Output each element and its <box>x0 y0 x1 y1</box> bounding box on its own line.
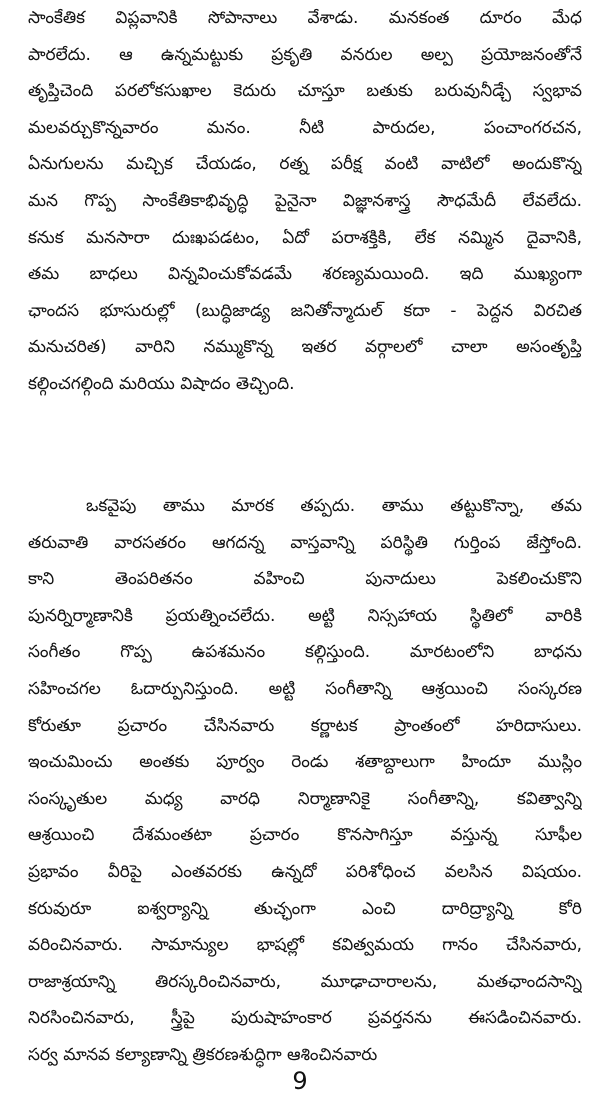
text-line: కాని తెంపరితనం వహించి పునాదులు పెకలించుకొని <box>28 569 582 590</box>
text-line: సాంకేతిక విప్లవానికి సోపానాలు వేశాడు. మనకంత దూరం మేధ <box>28 8 582 28</box>
text-line: నిరసించినవారు, స్త్రీపై పురుషాహంకార ప్రవర్తనను ఈసడించినవారు. <box>28 1008 582 1029</box>
text-line: తమ బాధలు విన్నవించుకోవడమే శరణ్యమయింది. ఇది ముఖ్యంగా <box>28 264 582 285</box>
text-line: సంగీతం గొప్ప ఉపశమనం కల్గిస్తుంది. మారటంలోని బాధను <box>28 642 582 663</box>
text-line: మన గొప్ప సాంకేతికాభివృద్ధి పైనైనా విజ్ఞానశాస్త్ర సౌధమేదీ లేవలేదు. <box>28 190 582 211</box>
text-line: కరువురూ ఐశ్వర్యాన్ని తుచ్ఛంగా ఎంచి దారిద్ర్యాన్ని కోరి <box>28 898 582 919</box>
text-line: ఇంచుమించు అంతకు పూర్వం రెండు శతాబ్దాలుగా హిందూ ముస్లిం <box>28 752 582 773</box>
text-line: ఒకవైపు తాము మారక తప్పదు. తాము తట్టుకొన్నా, తమ <box>86 496 582 516</box>
text-line: కల్గించగల్గింది మరియు విషాదం తెచ్చింది. <box>28 373 295 394</box>
paragraph-2 <box>28 488 582 1074</box>
text-line: ప్రభావం వీరిపై ఎంతవరకు ఉన్నదో పరిశోధించ వలసిన విషయం. <box>28 861 582 882</box>
text-line: ఆశ్రయించి దేశమంతటా ప్రచారం కొనసాగిస్తూ వస్తున్న సూఫీల <box>28 825 582 846</box>
text-line: ఛాందస భూసురుల్లో (బుద్ధిజాడ్య జనితోన్మాదుల్ కదా - పెద్దన విరచిత <box>28 300 582 321</box>
text-line: ఏనుగులను మచ్చిక చేయడం, రత్న పరీక్ష వంటి వాటిలో అందుకొన్న <box>28 154 582 175</box>
text-line: సహించగల ఓదార్పునిస్తుంది. అట్టి సంగీతాన్ని ఆశ్రయించి సంస్కరణ <box>28 678 582 699</box>
text-line: తరువాతి వారసతరం ఆగదన్న వాస్తవాన్ని పరిస్థితి గుర్తింప జేస్తోంది. <box>28 532 582 553</box>
text-line: పునర్నిర్మాణానికి ప్రయత్నించలేదు. అట్టి నిస్సహాయ స్థితిలో వారికి <box>28 605 582 626</box>
text-line: వరించినవారు. సామాన్యుల భాషల్లో కవిత్వమయ గానం చేసినవారు, <box>28 935 582 956</box>
text-line: సర్వ మానవ కల్యాణాన్ని త్రికరణశుద్ధిగా ఆశించినవారు <box>28 1044 378 1065</box>
text-line: కోరుతూ ప్రచారం చేసినవారు కర్ణాటక ప్రాంతంలో హరిదాసులు. <box>28 715 582 736</box>
text-line: కనుక మనసారా దుఃఖపడటం, ఏదో పరాశక్తికి, లేక నమ్మిన దైవానికి, <box>28 227 582 248</box>
text-line: మనుచరిత) వారిని నమ్ముకొన్న ఇతర వర్గాలలో చాలా అసంతృప్తి <box>28 337 582 358</box>
text-line: సంస్కృతుల మధ్య వారధి నిర్మాణానికై సంగీతాన్ని, కవిత్వాన్ని <box>28 788 582 809</box>
page-number: 9 <box>292 1067 308 1095</box>
text-line: తృప్తిచెంది పరలోకసుఖాల కెదురు చూస్తూ బతుకు బరువునీడ్చే స్వభావ <box>28 81 582 102</box>
text-line: మలవర్చుకొన్నవారం మనం. నీటి పారుదల, పంచాంగరచన, <box>28 117 582 138</box>
text-line: పారలేదు. ఆ ఉన్నమట్టుకు ప్రకృతి వనరుల అల్ప ప్రయోజనంతోనే <box>28 44 582 65</box>
paragraph-1 <box>28 0 582 403</box>
text-line: రాజాశ్రయాన్ని తిరస్కరించినవారు, మూఢాచారాలను, మతఛాందసాన్ని <box>28 971 582 992</box>
